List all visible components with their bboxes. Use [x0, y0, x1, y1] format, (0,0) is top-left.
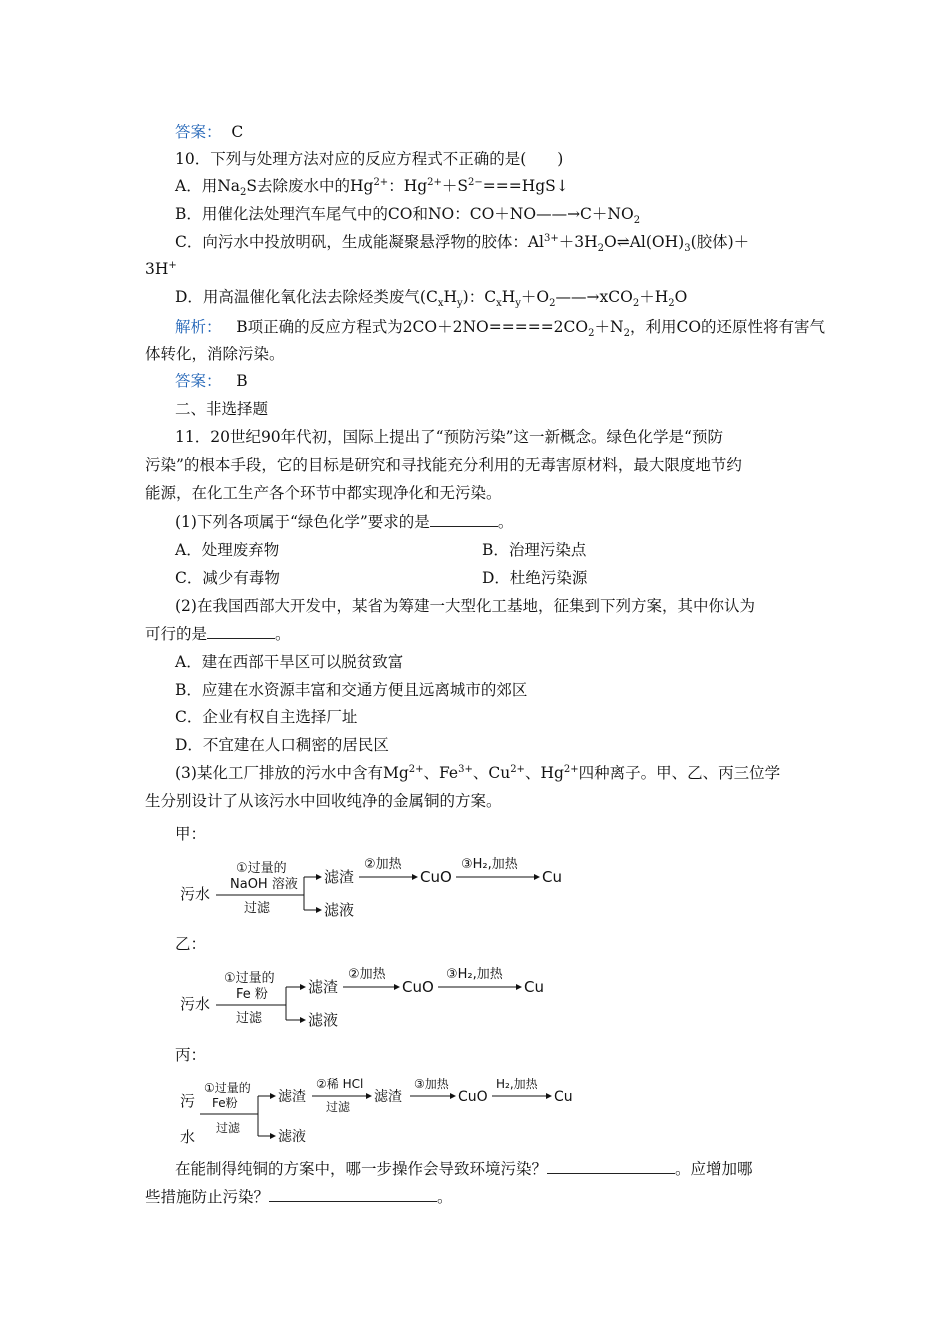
option-d: D．用高温催化氧化法去除烃类废气$(C_xH_y)$：$C_xH_y+O_2——\to xCO_2+H_2O$ [175, 288, 688, 310]
option-a: A．用$Na_2S$去除废水中的$Hg^{2+}$：$Hg^{2+}+S^{2-}===HgS↓$ [175, 176, 569, 199]
part1-options [175, 568, 840, 588]
answer-line [175, 122, 840, 142]
answer-line [175, 371, 840, 391]
flow-step2: ②稀 HCl [316, 1077, 364, 1091]
answer-value: B [236, 372, 248, 390]
flow-step2: ②加热 [364, 857, 402, 872]
flow-step4: H₂,加热 [496, 1077, 538, 1091]
answer-blank [547, 1159, 675, 1174]
flow-residue-2: 滤渣 [374, 1089, 402, 1105]
analysis-cont: 体转化，消除污染。 [145, 345, 285, 363]
flow-residue: 滤渣 [308, 978, 339, 996]
analysis-line: 解析： B项正确的反应方程式为$2CO+2NO=====2CO_2+N_2$，利用CO的还原性将有害气 [175, 318, 826, 340]
flow-residue: 滤渣 [324, 868, 355, 886]
part-2-cont: 可行的是 。 [145, 625, 291, 643]
flowchart-yi [176, 965, 596, 1035]
scheme-label-yi: 乙： [175, 935, 207, 953]
flow-step1-label: ①过量的 [224, 971, 275, 986]
section-heading: 二、非选择题 [175, 400, 269, 418]
part-3-cont: 生分别设计了从该污水中回收纯净的金属铜的方案。 [145, 792, 502, 810]
flow-step2: ②加热 [348, 967, 386, 982]
question-11-cont: 污染”的根本手段，它的目标是研究和寻找能充分利用的无毒害原材料，最大限度地节约 [145, 456, 742, 474]
flow-cu: Cu [524, 978, 544, 996]
flow-cuo: CuO [458, 1089, 488, 1105]
flowchart-jia [176, 855, 596, 925]
option-c: C．企业有权自主选择厂址 [175, 708, 358, 726]
option-b: B．应建在水资源丰富和交通方便且远离城市的郊区 [175, 681, 528, 699]
final-question-cont: 些措施防止污染？ 。 [145, 1188, 453, 1206]
analysis-tag: 解析： [175, 318, 222, 336]
flow-start: 污 [180, 1092, 196, 1110]
flow-step1-reagent: Fe 粉 [236, 987, 268, 1002]
flow-step3: ③加热 [414, 1077, 449, 1091]
flow-step3: ③H₂,加热 [461, 857, 518, 872]
answer-blank [207, 624, 275, 639]
flow-step1-op: 过滤 [236, 1011, 263, 1026]
option-c: C．减少有毒物 [175, 569, 280, 587]
question-10: 10．下列与处理方法对应的反应方程式不正确的是( ) [175, 150, 564, 168]
final-question: 在能制得纯铜的方案中，哪一步操作会导致环境污染？ 。应增加哪 [175, 1160, 753, 1178]
flow-step1-reagent: NaOH 溶液 [230, 877, 298, 892]
flow-start: 污水 [180, 995, 211, 1013]
answer-value: C [231, 123, 244, 141]
question-11: 11．20世纪90年代初，国际上提出了“预防污染”这一新概念。绿色化学是“预防 [175, 428, 723, 446]
flow-step3: ③H₂,加热 [446, 967, 503, 982]
scheme-label-bing: 丙： [175, 1046, 207, 1064]
flow-residue: 滤渣 [278, 1089, 306, 1105]
flow-step1-label: ①过量的 [204, 1081, 251, 1095]
flowchart-bing [176, 1074, 616, 1150]
flow-filtrate: 滤液 [308, 1011, 339, 1029]
flow-step1-op: 过滤 [216, 1121, 241, 1135]
flow-step1-reagent: Fe粉 [212, 1096, 238, 1110]
answer-blank [269, 1187, 437, 1202]
answer-tag: 答案： [175, 123, 222, 141]
flow-start: 水 [180, 1128, 196, 1146]
option-c-cont: 3H+ [145, 259, 177, 278]
part-3: (3)某化工厂排放的污水中含有$Mg^{2+}$、$Fe^{3+}$、$Cu^{2+}$、$Hg^{2+}$四种离子。甲、乙、丙三位学 [175, 763, 781, 782]
flow-filtrate: 滤液 [278, 1129, 306, 1145]
flow-cu: Cu [542, 868, 562, 886]
flow-cuo: CuO [420, 868, 452, 886]
flow-filtrate: 滤液 [324, 901, 355, 919]
option-a: A．处理废弃物 [175, 541, 280, 559]
question-11-cont: 能源，在化工生产各个环节中都实现净化和无污染。 [145, 484, 502, 502]
scheme-label-jia: 甲： [175, 825, 207, 843]
flow-start: 污水 [180, 885, 211, 903]
flow-step1-label: ①过量的 [236, 861, 287, 876]
option-d: D．不宜建在人口稠密的居民区 [175, 736, 389, 754]
part1-options [175, 540, 840, 560]
answer-blank [430, 512, 498, 527]
flow-cuo: CuO [402, 978, 434, 996]
option-b: B．用催化法处理汽车尾气中的CO和NO：$CO+NO——\to C+NO_2$ [175, 205, 641, 227]
part-1: (1)下列各项属于“绿色化学”要求的是 。 [175, 513, 514, 531]
flow-step2-op: 过滤 [326, 1100, 351, 1114]
answer-tag: 答案： [175, 372, 222, 390]
option-d: D．杜绝污染源 [482, 569, 588, 587]
flow-cu: Cu [554, 1089, 573, 1105]
option-c: C．向污水中投放明矾，生成能凝聚悬浮物的胶体：$Al^{3+}+3H_2O\rightleftharpoons Al(OH)_3$(胶体)＋ [175, 232, 750, 255]
option-a: A．建在西部干旱区可以脱贫致富 [175, 653, 404, 671]
option-b: B．治理污染点 [482, 541, 587, 559]
part-2: (2)在我国西部大开发中，某省为筹建一大型化工基地，征集到下列方案，其中你认为 [175, 597, 755, 615]
flow-step1-op: 过滤 [244, 901, 271, 916]
